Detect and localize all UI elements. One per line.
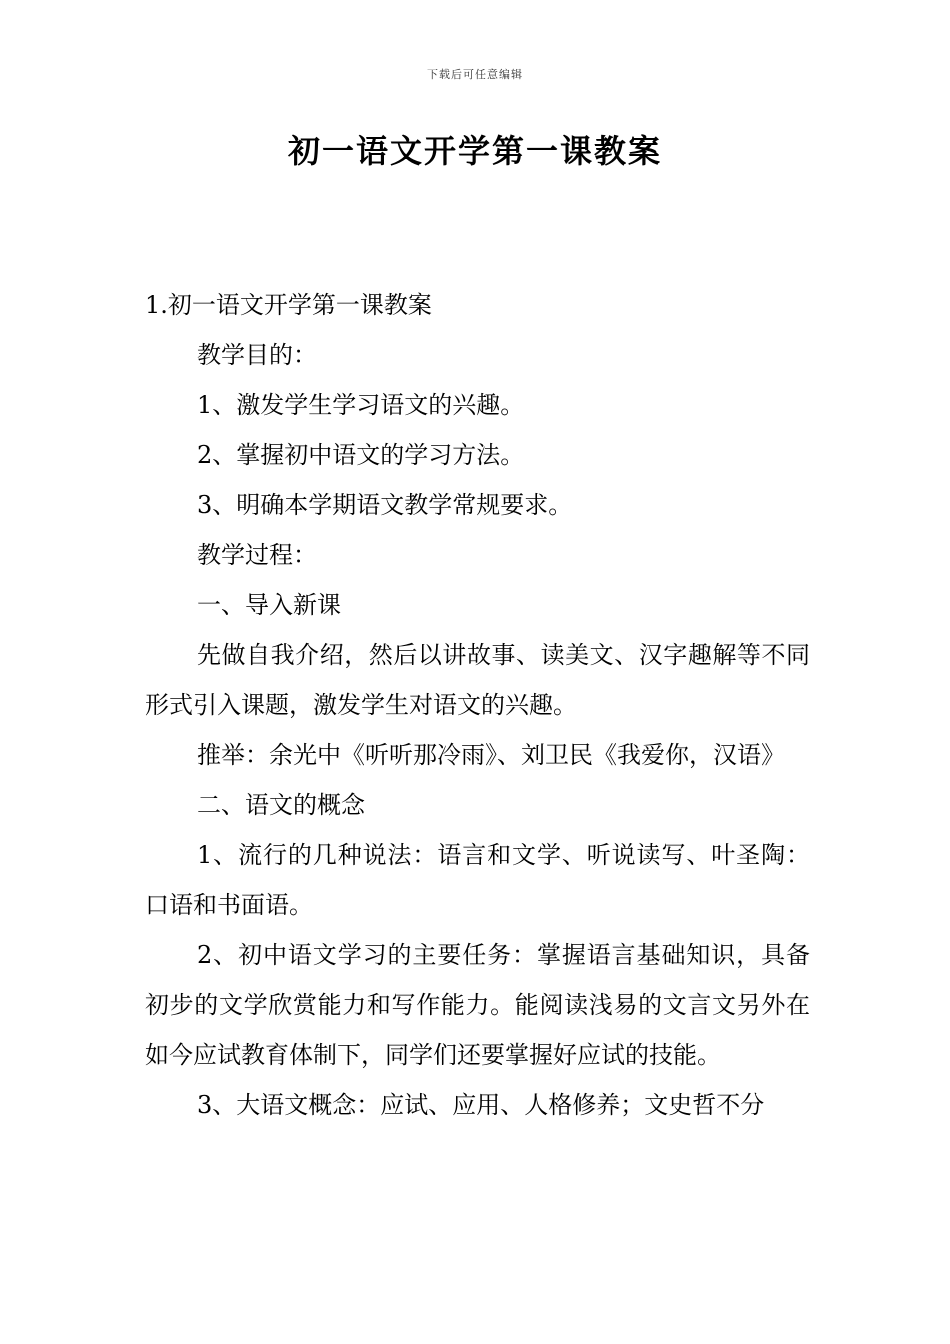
paragraph: 二、语文的概念 [197,791,365,819]
paragraph: 3、大语文概念：应试、应用、人格修养；文史哲不分 [197,1091,765,1119]
paragraph: 先做自我介绍，然后以讲故事、读美文、汉字趣解等不同形式引入课题，激发学生对语文的兴趣。 [145,641,810,719]
paragraph: 一、导入新课 [197,591,341,619]
paragraph: 教学过程： [197,541,317,569]
paragraph: 推举：余光中《听听那冷雨》、刘卫民《我爱你，汉语》 [197,741,785,769]
paragraph: 2、初中语文学习的主要任务：掌握语言基础知识，具备初步的文学欣赏能力和写作能力。能阅读浅易的文言文另外在如今应试教育体制下，同学们还要掌握好应试的技能。 [145,941,810,1069]
paragraph: 2、掌握初中语文的学习方法。 [197,441,525,469]
paragraph: 1、流行的几种说法：语言和文学、听说读写、叶圣陶：口语和书面语。 [145,841,810,919]
document-body [145,280,810,1130]
header-note: 下载后可任意编辑 [427,68,523,81]
paragraph: 1、激发学生学习语文的兴趣。 [197,391,525,419]
paragraph: 3、明确本学期语文教学常规要求。 [197,491,573,519]
page-title: 初一语文开学第一课教案 [287,132,662,170]
paragraph: 教学目的： [197,341,317,369]
section-heading: 1.初一语文开学第一课教案 [145,291,432,319]
